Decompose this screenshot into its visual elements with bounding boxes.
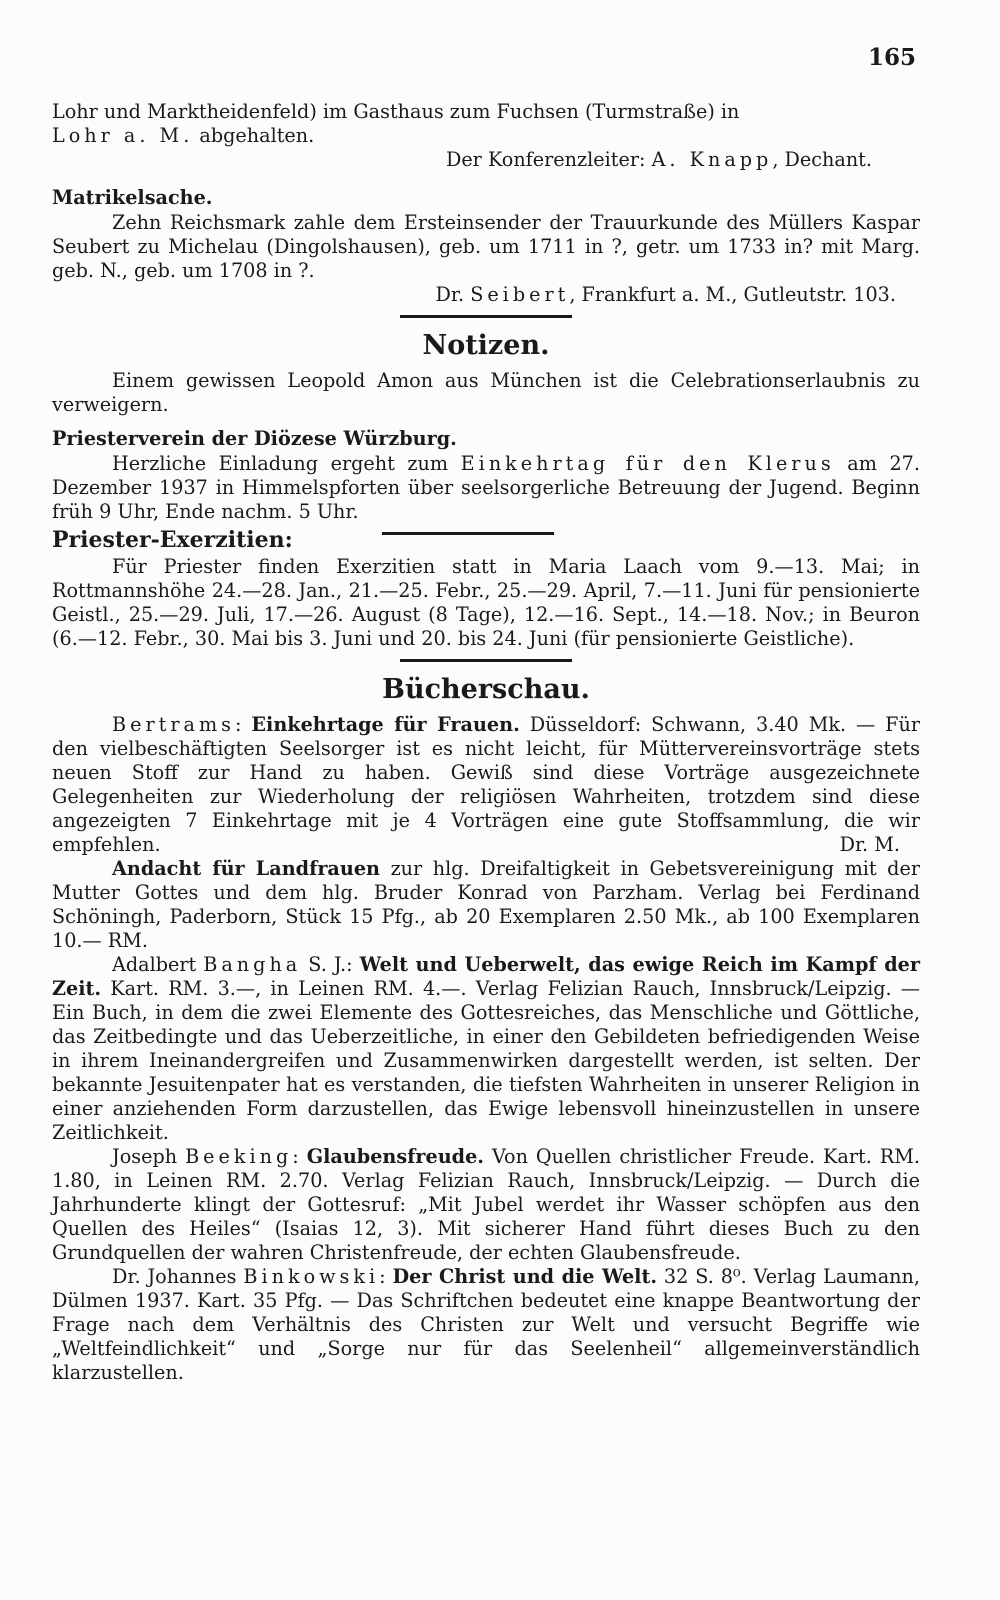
review-4 xyxy=(52,1145,920,1265)
review-3-author-post: S. J.: xyxy=(308,953,353,976)
review-3-title: Welt und Ueberwelt, das ewige Reich im Kampf der Zeit. xyxy=(52,953,920,1000)
notizen-heading: Notizen. xyxy=(422,330,550,361)
section-divider xyxy=(400,315,572,318)
priesterverein-text xyxy=(52,452,920,524)
review-4-text: Von Quellen christlicher Freude. Kart. RM. 1.80, in Leinen RM. 2.70. Verlag Felizian Rauch, Innsbruck/Leipzig. — Durch die Jahrhunderte klingt der Gottesruf: „Mit Jubel werdet ihr Wasser schöpfen aus den Quellen des Heiles“ (Isaias 12, 3). Mit sicherer Hand führt dieses Buch zu den Grundquellen der wahren Christenfreude, der echten Glaubensfreude. xyxy=(52,1145,920,1264)
page-body xyxy=(52,100,920,1385)
matrikel-text: Zehn Reichsmark zahle dem Ersteinsender der Trauurkunde des Müllers Kaspar Seubert zu Michelau (Dingolshausen), geb. um 1711 in ?, getr. um 1733 in? mit Marg. geb. N., geb. um 1708 in ?. xyxy=(52,211,920,282)
exerzitien-text: Für Priester finden Exerzitien statt in Maria Laach vom 9.—13. Mai; in Rottmannshöhe 24.—28. Jan., 21.—25. Febr., 25.—29. April, 7.—11. Juni für pensionierte Geistl., 25.—29. Juli, 17.—26. August (8 Tage), 12.—16. Sept., 14.—18. Nov.; in Beuron (6.—12. Febr., 30. Mai bis 3. Juni und 20. bis 24. Juni (für pensionierte Geistliche). xyxy=(52,555,920,650)
conference-line-2 xyxy=(52,124,920,148)
priesterverein-spaced: Einkehrtag für den Klerus xyxy=(460,452,835,475)
review-3-text: Kart. RM. 3.—, in Leinen RM. 4.—. Verlag Felizian Rauch, Innsbruck/Leipzig. — Ein Buch, in dem die zwei Elemente des Gottesreiches, das Menschliche und Göttliche, das Zeitbedingte und das Ueberzeitliche, in einer den Gebildeten befriedigenden Weise in ihrem Ineinandergreifen und Zusammenwirken dargestellt werden, ist selten. Der bekannte Jesuitenpater hat es verstanden, die tiefsten Wahrheiten in unserer Religion in einer anziehenden Form darzustellen, das Ewige lebensvoll hineinzustellen in unsere Zeitlichkeit. xyxy=(52,977,920,1144)
review-1-signature: Dr. M. xyxy=(839,833,900,856)
page-number: 165 xyxy=(867,44,916,71)
matrikel-sig-name: Seibert xyxy=(470,283,570,306)
priesterverein-heading: Priesterverein der Diözese Würzburg. xyxy=(52,427,457,450)
matrikel-sig-rest: , Frankfurt a. M., Gutleutstr. 103. xyxy=(569,283,896,306)
review-3-author: Bangha xyxy=(203,953,302,976)
review-1-title: Einkehrtage für Frauen. xyxy=(251,713,520,736)
review-2-text: zur hlg. Dreifaltigkeit in Gebetsvereinigung mit der Mutter Gottes und dem hlg. Bruder Konrad von Parzham. Verlag bei Ferdinand Schöningh, Paderborn, Stück 15 Pfg., ab 20 Exemplaren 2.50 Mk., ab 100 Exemplaren 10.— RM. xyxy=(52,857,920,952)
review-2 xyxy=(52,857,920,953)
section-divider xyxy=(400,659,572,662)
leader-label: Der Konferenzleiter: xyxy=(445,148,646,171)
matrikel-sig-prefix: Dr. xyxy=(435,283,465,306)
review-2-title: Andacht für Landfrauen xyxy=(112,857,380,880)
matrikel-heading: Matrikelsache. xyxy=(52,186,213,209)
conference-line-2-rest: abgehalten. xyxy=(199,124,315,147)
conference-line-1: Lohr und Marktheidenfeld) im Gasthaus zum Fuchsen (Turmstraße) in xyxy=(52,100,740,123)
leader-title: , Dechant. xyxy=(772,148,872,171)
conference-leader xyxy=(52,148,872,172)
priesterverein-pre: Herzliche Einladung ergeht zum xyxy=(112,452,449,475)
review-4-author: Beeking xyxy=(185,1145,293,1168)
review-1-author: Bertrams xyxy=(112,713,235,736)
review-5-author: Binkowski xyxy=(243,1265,380,1288)
matrikel-signature xyxy=(52,283,896,307)
review-5 xyxy=(52,1265,920,1385)
priesterverein-post: am 27. Dezember 1937 in Himmelspforten über seelsorgerliche Betreuung der Jugend. Beginn früh 9 Uhr, Ende nachm. 5 Uhr. xyxy=(52,452,920,523)
buecherschau-heading: Bücherschau. xyxy=(382,674,590,705)
review-3-author-pre: Adalbert xyxy=(112,953,197,976)
review-5-title: Der Christ und die Welt. xyxy=(392,1265,657,1288)
review-5-text: 32 S. 8⁰. Verlag Laumann, Dülmen 1937. Kart. 35 Pfg. — Das Schriftchen bedeutet eine knappe Beantwortung der Frage nach dem Verhältnis des Christen zur Welt und versucht Begriffe wie „Weltfeindlichkeit“ und „Sorge nur für das Seelenheil“ allgemeinverständlich klarzustellen. xyxy=(52,1265,920,1384)
review-3 xyxy=(52,953,920,1145)
review-1-sep: : xyxy=(235,713,242,736)
review-4-author-pre: Joseph xyxy=(112,1145,178,1168)
review-4-title: Glaubensfreude. xyxy=(306,1145,484,1168)
leader-name: A. Knapp xyxy=(651,148,773,171)
review-5-author-pre: Dr. Johannes xyxy=(112,1265,237,1288)
review-4-sep: : xyxy=(292,1145,299,1168)
review-1-text: Düsseldorf: Schwann, 3.40 Mk. — Für den vielbeschäftigten Seelsorger ist es nicht leicht, für Müttervereinsvorträge stets neuen Stoff zur Hand zu haben. Gewiß sind diese Vorträge ausgezeichnete Gelegenheiten zur Wiederholung der religiösen Wahrheiten, trotzdem sind diese angezeigten 7 Einkehrtage mit je 4 Vorträgen eine gute Stoffsammlung, die wir empfehlen. xyxy=(52,713,920,856)
notizen-text: Einem gewissen Leopold Amon aus München ist die Celebrationserlaubnis zu verweigern. xyxy=(52,369,920,416)
review-5-sep: : xyxy=(379,1265,386,1288)
place-name: Lohr a. M. xyxy=(52,124,194,147)
exerzitien-heading: Priester-Exerzitien: xyxy=(52,527,293,553)
